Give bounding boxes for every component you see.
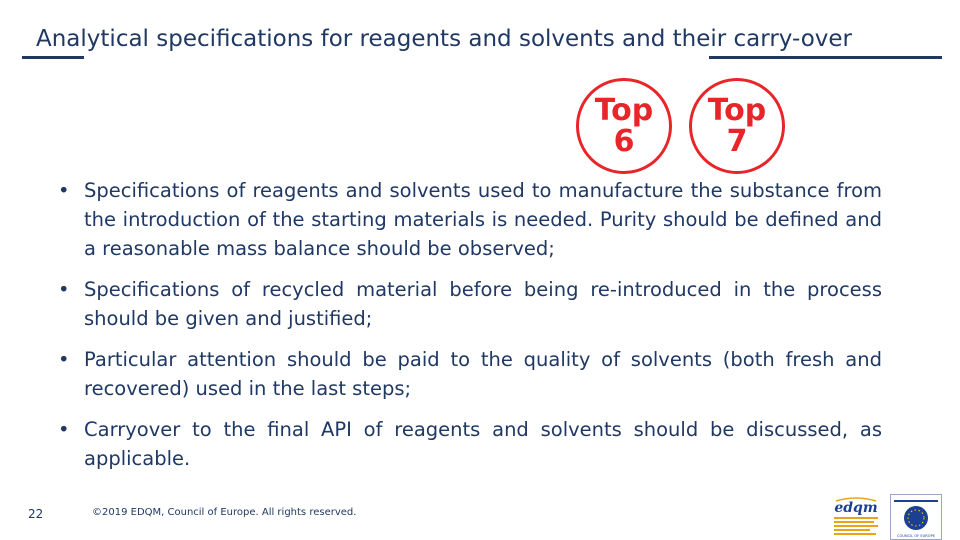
bullet-text: Particular attention should be paid to the quality of solvents (both fresh and recovered) used in the last steps; — [84, 348, 882, 400]
bullet-item — [56, 345, 882, 403]
bullet-text: Carryover to the final API of reagents and solvents should be discussed, as applicable. — [84, 418, 882, 470]
edqm-logo-text: edqm — [834, 500, 878, 516]
bullet-item — [56, 176, 882, 263]
council-of-europe-logo — [890, 494, 942, 540]
edqm-logo — [822, 497, 890, 539]
slide-title: Analytical specifications for reagents and solvents and their carry-over — [36, 26, 853, 52]
bullet-list — [56, 176, 882, 485]
coe-logo-text: COUNCIL OF EUROPE — [896, 534, 936, 538]
bullet-text: Specifications of recycled material before being re-introduced in the process should be given and justified; — [84, 278, 882, 330]
badge-label: Top — [707, 93, 767, 128]
bullet-item — [56, 415, 882, 473]
bullet-item — [56, 275, 882, 333]
bullet-marker: • — [58, 348, 70, 371]
bullet-text: Specifications of reagents and solvents used to manufacture the substance from the introduction of the starting materials is needed. Purity should be defined and a reasonable mass balance should be observed; — [84, 179, 882, 260]
top-7-badge — [689, 78, 785, 174]
bullet-marker: • — [58, 179, 70, 202]
top-6-badge — [576, 78, 672, 174]
badge-label: Top — [594, 93, 654, 128]
bullet-marker: • — [58, 278, 70, 301]
badge-number: 6 — [613, 124, 635, 159]
title-underline-gap — [84, 56, 709, 59]
copyright-notice: ©2019 EDQM, Council of Europe. All rights reserved. — [92, 507, 357, 518]
badge-number: 7 — [726, 124, 748, 159]
page-number: 22 — [28, 507, 44, 521]
bullet-marker: • — [58, 418, 70, 441]
